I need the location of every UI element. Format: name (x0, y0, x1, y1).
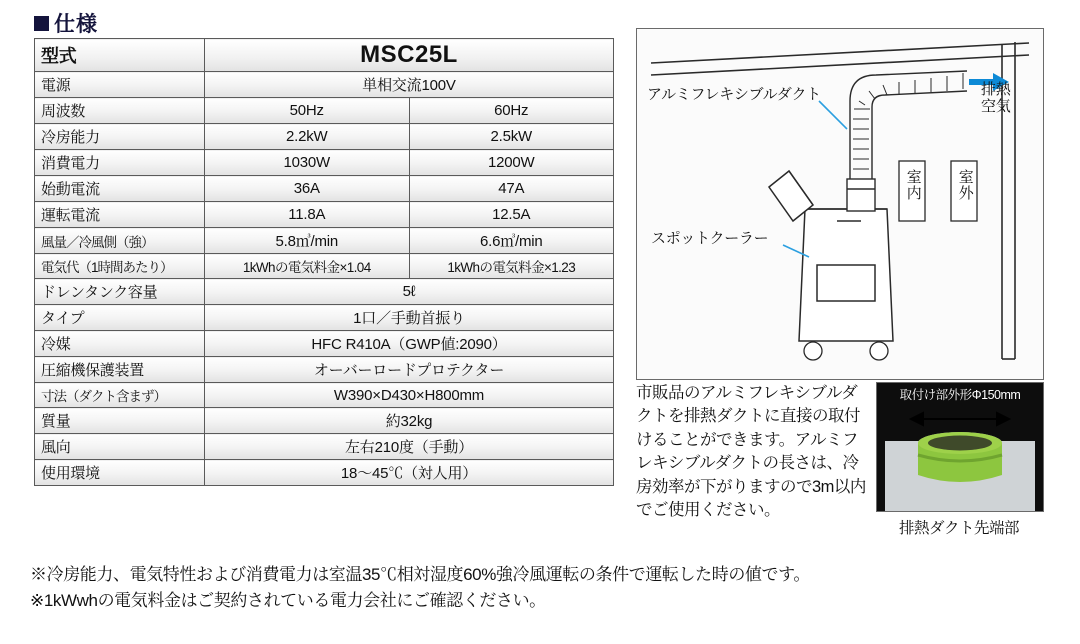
duct-photo-caption-bottom: 排熱ダクト先端部 (898, 520, 1019, 537)
footnotes (30, 562, 1050, 613)
table-row (35, 305, 614, 331)
table-row (35, 460, 614, 486)
spec-label: 使用環境 (35, 460, 205, 486)
spec-value-60hz: 12.5A (409, 202, 614, 228)
heading-label: 仕様 (54, 13, 98, 36)
spec-value: W390×D430×H800mm (205, 383, 614, 408)
table-row (35, 383, 614, 408)
spec-label: 圧縮機保護装置 (35, 357, 205, 383)
table-row (35, 72, 614, 98)
table-row (35, 434, 614, 460)
spec-label: 電源 (35, 72, 205, 98)
table-row (35, 202, 614, 228)
spec-label: 風向 (35, 434, 205, 460)
spec-label: 消費電力 (35, 150, 205, 176)
duct-end-photo (876, 382, 1044, 512)
table-row (35, 39, 614, 72)
spec-value: MSC25L (205, 39, 614, 72)
spec-label: 質量 (35, 408, 205, 434)
table-row (35, 124, 614, 150)
spec-value-60hz: 1kWhの電気料金×1.23 (409, 254, 614, 279)
spec-label: 運転電流 (35, 202, 205, 228)
spec-value: 約32kg (205, 408, 614, 434)
spec-label: 冷媒 (35, 331, 205, 357)
spec-value-50hz: 1030W (205, 150, 410, 176)
duct-photo-caption-top: 取付け部外形Φ150mm (899, 388, 1021, 402)
label-exhaust-air (981, 81, 1010, 116)
spec-value: 単相交流100V (205, 72, 614, 98)
spec-value-50hz: 36A (205, 176, 410, 202)
section-heading (34, 8, 98, 38)
installation-diagram (636, 28, 1044, 380)
spec-value: HFC R410A（GWP値:2090） (205, 331, 614, 357)
table-row (35, 98, 614, 124)
spec-value-60hz: 1200W (409, 150, 614, 176)
footnote-line-1: ※冷房能力、電気特性および消費電力は室温35℃相対湿度60%強冷風運転の条件で運転した時の値です。 (30, 565, 810, 584)
spec-label: タイプ (35, 305, 205, 331)
specification-table (34, 38, 614, 486)
spec-value-60hz: 47A (409, 176, 614, 202)
spec-table-body (35, 39, 614, 486)
spec-value-50hz: 1kWhの電気料金×1.04 (205, 254, 410, 279)
spec-value-60hz: 2.5kW (409, 124, 614, 150)
spec-value-60hz: 60Hz (409, 98, 614, 124)
table-row (35, 331, 614, 357)
label-exhaust-line1: 排熱 (981, 81, 1011, 98)
table-row (35, 228, 614, 254)
spec-label: 周波数 (35, 98, 205, 124)
label-spot-cooler: スポットクーラー (651, 230, 769, 247)
spec-label: ドレンタンク容量 (35, 279, 205, 305)
spec-label: 始動電流 (35, 176, 205, 202)
spot-cooler-unit (799, 209, 893, 341)
spec-label: 寸法（ダクト含まず） (35, 383, 205, 408)
casters (804, 342, 888, 360)
spec-value: 5ℓ (205, 279, 614, 305)
label-exhaust-line2: 空気 (981, 98, 1011, 116)
spec-value-50hz: 5.8㎥/min (205, 228, 410, 254)
table-row (35, 408, 614, 434)
spec-value-50hz: 2.2kW (205, 124, 410, 150)
table-row (35, 176, 614, 202)
spec-value: オーバーロードプロテクター (205, 357, 614, 383)
heading-marker-icon (34, 16, 49, 31)
spec-label: 電気代（1時間あたり） (35, 254, 205, 279)
spec-value: 左右210度（手動） (205, 434, 614, 460)
spec-label: 冷房能力 (35, 124, 205, 150)
spec-value: 1口／手動首振り (205, 305, 614, 331)
table-row (35, 254, 614, 279)
spec-value-60hz: 6.6㎥/min (409, 228, 614, 254)
spec-label: 型式 (35, 39, 205, 72)
label-outdoor: 室外 (956, 169, 974, 201)
spec-value: 18〜45℃（対人用） (205, 460, 614, 486)
label-flexible-duct: アルミフレキシブルダクト (647, 86, 821, 103)
spec-value-50hz: 11.8A (205, 202, 410, 228)
label-indoor: 室内 (904, 169, 922, 201)
spec-label: 風量／冷風側（強） (35, 228, 205, 254)
table-row (35, 357, 614, 383)
table-row (35, 150, 614, 176)
spec-value-50hz: 50Hz (205, 98, 410, 124)
table-row (35, 279, 614, 305)
footnote-line-2: ※1kWwhの電気料金はご契約されている電力会社にご確認ください。 (30, 590, 546, 610)
duct-note-text: 市販品のアルミフレキシブルダクトを排熱ダクトに直接の取付けることができます。アルミフレキシブルダクトの長さは、冷房効率が下がりますので3m以内でご使用ください。 (636, 384, 866, 520)
cooler-duct-riser (847, 179, 875, 211)
